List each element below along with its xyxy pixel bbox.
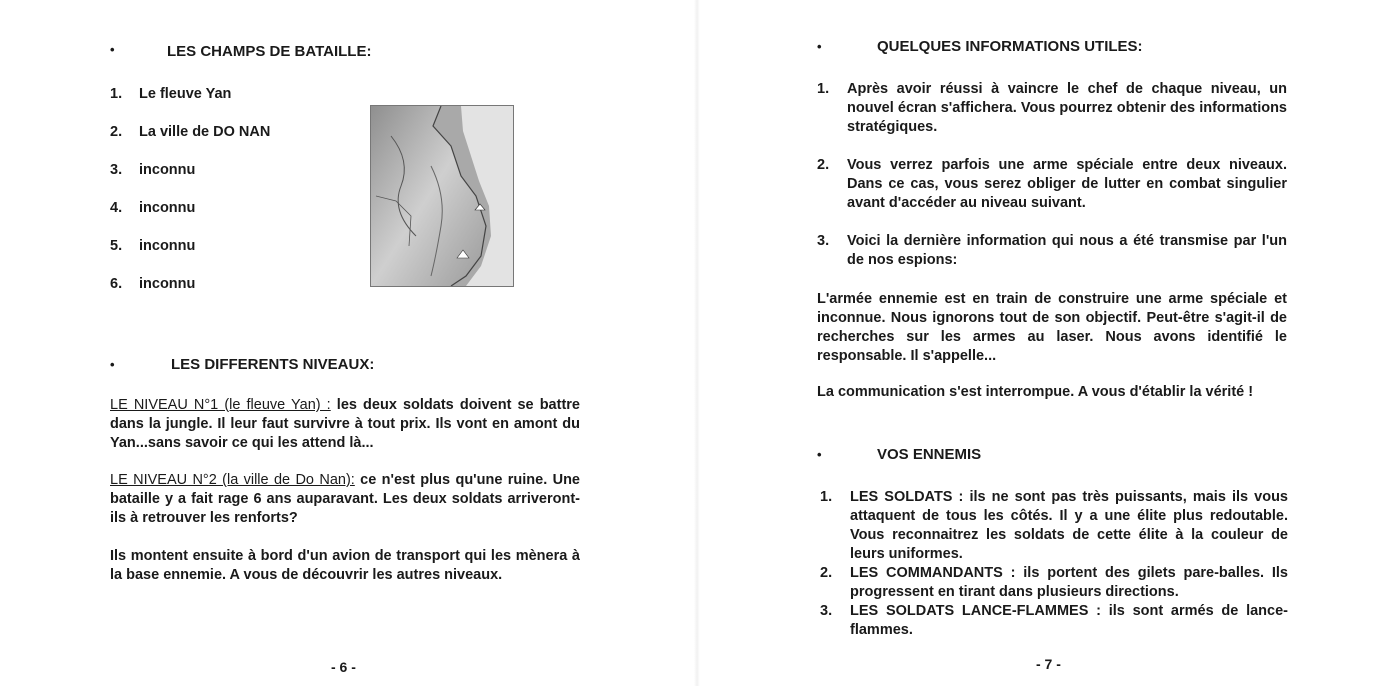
item-number: 6.: [110, 276, 123, 292]
battlefield-item: [110, 124, 270, 140]
section-heading-levels: LES DIFFERENTS NIVEAUX:: [171, 356, 375, 373]
bullet: •: [110, 42, 115, 57]
info-item: [817, 80, 1287, 138]
level-2-paragraph: [110, 471, 580, 528]
item-number: 2.: [817, 157, 830, 173]
item-label: inconnu: [139, 200, 196, 216]
item-number: 1.: [817, 81, 830, 97]
item-number: 5.: [110, 238, 123, 254]
info-item: [817, 156, 1287, 214]
item-number: 3.: [817, 233, 830, 249]
bullet: •: [817, 447, 822, 462]
battlefield-item: [110, 200, 195, 216]
battlefield-map-image: [370, 105, 514, 287]
info-item: [817, 232, 1287, 272]
page-number: - 6 -: [331, 659, 356, 675]
section-heading-useful-info: QUELQUES INFORMATIONS UTILES:: [877, 38, 1143, 55]
enemy-item: [820, 488, 1288, 564]
item-label: La ville de DO NAN: [139, 124, 271, 140]
item-number: 2.: [820, 565, 833, 581]
item-number: 1.: [110, 86, 123, 102]
battlefield-item: [110, 162, 195, 178]
interrupted-paragraph: La communication s'est interrompue. A vous d'établir la vérité !: [817, 384, 1254, 400]
page-number: - 7 -: [1036, 656, 1061, 672]
item-text: Voici la dernière information qui nous a été transmise par l'un de nos espions:: [847, 233, 1287, 268]
level-1-text: les deux soldats doivent se battre dans la jungle. Il leur faut survivre à tout prix. Ils vont en amont du Yan...sans savoir ce qui les attend là...: [110, 397, 580, 451]
section-heading-battlefields: LES CHAMPS DE BATAILLE:: [167, 43, 372, 60]
item-label: inconnu: [139, 162, 196, 178]
item-number: 2.: [110, 124, 123, 140]
battlefield-item: [110, 86, 231, 102]
map-drawing: [371, 106, 513, 286]
level-2-title: LE NIVEAU N°2 (la ville de Do Nan):: [110, 472, 355, 488]
item-number: 4.: [110, 200, 123, 216]
item-label: inconnu: [139, 276, 196, 292]
other-levels-paragraph: Ils montent ensuite à bord d'un avion de transport qui les mènera à la base ennemie. A vous de découvrir les autres niveaux.: [110, 548, 580, 583]
level-2-text: ce n'est plus qu'une ruine. Une bataille y a fait rage 6 ans auparavant. Les deux soldats arriveront-ils à retrouver les renforts?: [110, 472, 580, 526]
item-text: LES SOLDATS LANCE-FLAMMES : ils sont armés de lance-flammes.: [850, 603, 1288, 638]
item-number: 3.: [110, 162, 123, 178]
bullet: •: [817, 39, 822, 54]
battlefield-item: [110, 276, 195, 292]
item-text: Vous verrez parfois une arme spéciale entre deux niveaux. Dans ce cas, vous serez obliger de lutter en combat singulier avant d'accéder au niveau suivant.: [847, 157, 1287, 211]
item-text: LES COMMANDANTS : ils portent des gilets pare-balles. Ils progressent en tirant dans plusieurs directions.: [850, 565, 1288, 600]
right-page: [697, 0, 1394, 686]
bullet: •: [110, 357, 115, 372]
item-number: 1.: [820, 489, 833, 505]
spy-message-paragraph: L'armée ennemie est en train de construire une arme spéciale et inconnue. Nous ignorons tout de son objectif. Peut-être s'agit-il de recherches sur les armes au laser. Nous avons identifié le responsable. Il s'appelle...: [817, 291, 1287, 364]
enemy-item: [820, 564, 1288, 602]
section-heading-enemies: VOS ENNEMIS: [877, 446, 982, 463]
item-number: 3.: [820, 603, 833, 619]
level-1-paragraph: [110, 396, 580, 453]
enemy-item: [820, 602, 1288, 640]
item-label: Le fleuve Yan: [139, 86, 232, 102]
level-1-title: LE NIVEAU N°1 (le fleuve Yan) :: [110, 397, 331, 413]
battlefield-item: [110, 238, 195, 254]
item-label: inconnu: [139, 238, 196, 254]
item-text: LES SOLDATS : ils ne sont pas très puissants, mais ils vous attaquent de tous les côtés. Il y a une élite plus redoutable. Vous reconnaitrez les soldats de cette élite à la couleur de leurs uniformes.: [850, 489, 1288, 562]
item-text: Après avoir réussi à vaincre le chef de chaque niveau, un nouvel écran s'affichera. Vous pourrez obtenir des informations stratégiques.: [847, 81, 1287, 135]
